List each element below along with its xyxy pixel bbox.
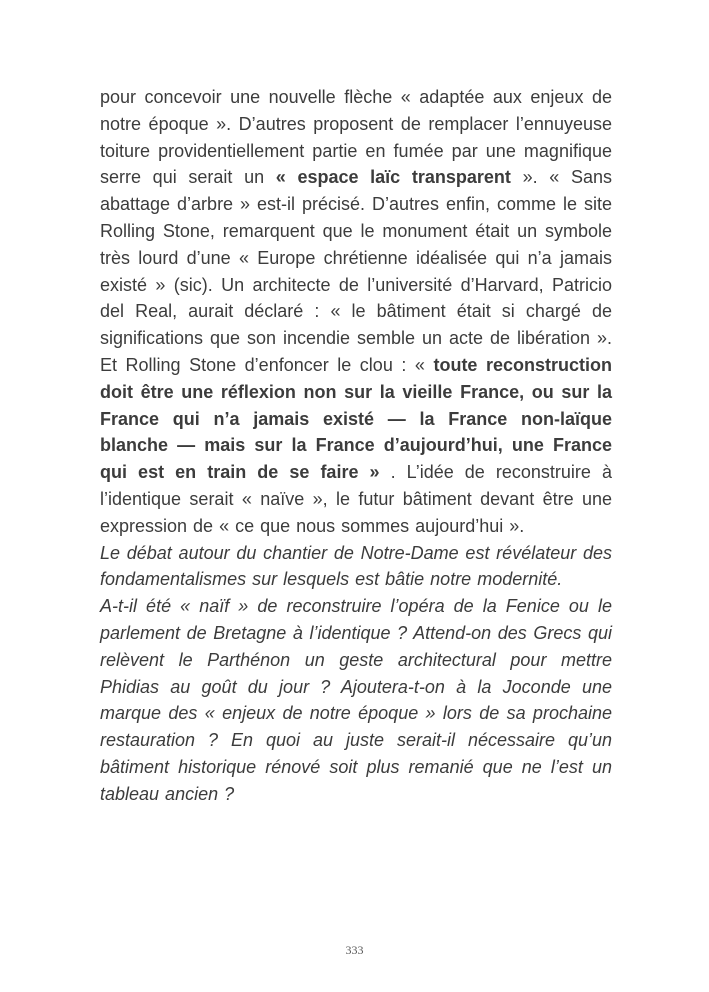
paragraph (100, 540, 612, 594)
text-run: pour concevoir une nouvelle flèche « adaptée aux enjeux de notre époque ». D’autres proposent de remplacer l’ennuyeuse toiture providentiellement partie en fumée par une magnifique serre qui serait un (100, 87, 612, 188)
text-run: A-t-il été « naïf » de reconstruire l’opéra de la Fenice ou le parlement de Bretagne à l’identique ? Attend-on des Grecs qui relèvent le Parthénon un geste architectural pour mettre Phidias au goût du jour ? Ajoutera-t-on à la Joconde une marque des « enjeux de notre époque » lors de sa prochaine restauration ? En quoi au juste serait-il nécessaire qu’un bâtiment historique rénové soit plus remanié que ne l’est un tableau ancien ? (100, 596, 612, 804)
text-run: « espace laïc transparent (275, 167, 511, 188)
text-run: toute reconstruction doit être une réflexion non sur la vieille France, ou sur la France qui n’a jamais existé — la France non-laïque blanche — mais sur la France d’aujourd’hui, une France qui est en train de se faire » (100, 354, 612, 483)
text-run: Le débat autour du chantier de Notre-Dame est révélateur des fondamentalismes sur lesquels est bâtie notre modernité. (100, 542, 612, 590)
text-run: . L’idée de reconstruire à l’identique serait « naïve », le futur bâtiment devant être une expression de « ce que nous sommes aujourd’hui ». (100, 462, 612, 536)
paragraph (100, 84, 612, 540)
text-run: ». « Sans abattage d’arbre » est-il précisé. D’autres enfin, comme le site Rolling Stone, remarquent que le monument était un symbole très lourd d’une « Europe chrétienne idéalisée qui n’a jamais existé » (sic). Un architecte de l’université d’Harvard, Patricio del Real, aurait déclaré : « le bâtiment était si chargé de significations que son incendie semble un acte de libération ». Et Rolling Stone d’enfoncer le clou : « (100, 167, 612, 375)
paragraph (100, 593, 612, 807)
text-body (100, 84, 612, 808)
page-number: 333 (345, 943, 364, 957)
